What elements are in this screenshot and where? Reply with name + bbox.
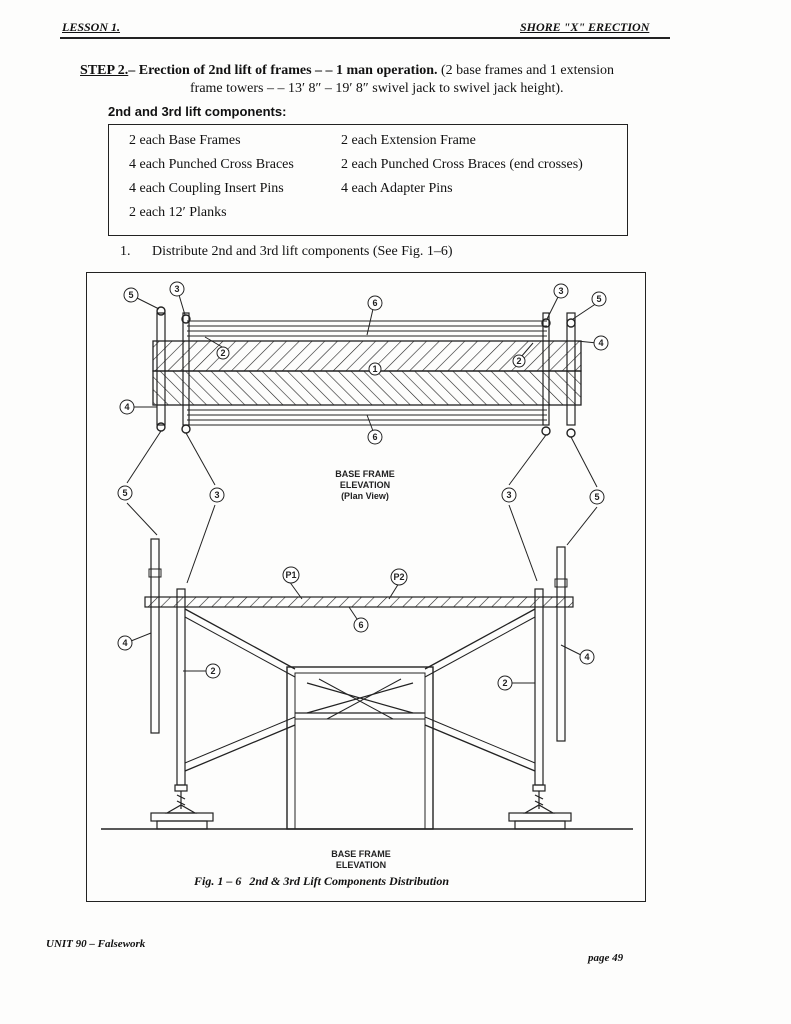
- component-item: 2 each Extension Frame: [341, 133, 476, 148]
- pin-icon: [567, 319, 575, 327]
- elevation-leg-left: [177, 589, 185, 785]
- instruction-item: [120, 244, 453, 260]
- footer-page-number: page 49: [588, 952, 624, 964]
- components-right-column: [341, 129, 583, 201]
- components-table: [108, 124, 628, 236]
- figure-caption-label: Fig. 1 – 6: [194, 874, 242, 888]
- elevation-extension-left: [151, 539, 159, 733]
- callout-2: 2: [210, 666, 216, 676]
- callout-4: 4: [598, 338, 604, 348]
- callout-4: 4: [122, 638, 128, 648]
- pin-icon: [157, 423, 165, 431]
- callout-2: 2: [220, 348, 226, 358]
- figure-caption-text: 2nd & 3rd Lift Components Distribution: [249, 874, 450, 888]
- swivel-jack-right: [509, 785, 571, 829]
- component-item: 2 each Punched Cross Braces (end crosses): [341, 157, 583, 172]
- step-label: STEP 2.: [80, 63, 129, 78]
- callout-5: 5: [594, 492, 600, 502]
- plan-view: [153, 307, 581, 437]
- step-title: – Erection of 2nd lift of frames – – 1 man operation.: [128, 63, 438, 78]
- elevation-view: [101, 539, 633, 829]
- component-item: 2 each 12′ Planks: [129, 205, 227, 220]
- cross-braces-bottom: [187, 410, 547, 425]
- instruction-text: Distribute 2nd and 3rd lift components (See Fig. 1–6): [152, 244, 453, 259]
- callout-6: 6: [372, 432, 378, 442]
- callout-p1: P1: [285, 570, 297, 580]
- callout-5: 5: [596, 294, 602, 304]
- elevation-plank: [145, 597, 573, 607]
- plan-view-label: [335, 469, 395, 501]
- lesson-header: LESSON 1.: [62, 20, 121, 34]
- callout-6: 6: [372, 298, 378, 308]
- step-detail-b: frame towers – – 13′ 8″ – 19′ 8″ swivel jack to swivel jack height).: [190, 81, 564, 96]
- callout-3: 3: [558, 286, 564, 296]
- svg-text:ELEVATION: ELEVATION: [339, 480, 391, 490]
- pin-icon: [567, 429, 575, 437]
- component-item: 4 each Punched Cross Braces: [129, 157, 294, 172]
- callout-5: 5: [128, 290, 134, 300]
- component-item: 2 each Base Frames: [129, 133, 241, 148]
- svg-text:BASE FRAME: BASE FRAME: [331, 849, 391, 859]
- callout-2: 2: [516, 356, 522, 366]
- svg-text:(Plan View): (Plan View): [341, 491, 389, 501]
- instruction-number: 1.: [120, 244, 131, 259]
- footer-unit: UNIT 90 – Falsework: [46, 938, 146, 950]
- center-frame-inner: [295, 673, 425, 829]
- component-item: 4 each Coupling Insert Pins: [129, 181, 284, 196]
- callout-3: 3: [174, 284, 180, 294]
- plank-bottom: [153, 371, 581, 405]
- component-item: 4 each Adapter Pins: [341, 181, 453, 196]
- swivel-jack-left: [151, 785, 213, 829]
- components-left-column: [129, 129, 294, 225]
- pin-icon: [542, 427, 550, 435]
- svg-text:ELEVATION: ELEVATION: [335, 860, 387, 870]
- figure-drawing: [87, 273, 647, 903]
- step-detail-a: (2 base frames and 1 extension: [441, 63, 615, 78]
- figure-caption: [194, 874, 449, 889]
- callout-2: 2: [502, 678, 508, 688]
- callout-p2: P2: [393, 572, 405, 582]
- svg-text:BASE FRAME: BASE FRAME: [335, 469, 395, 479]
- center-frame-outer: [287, 667, 433, 829]
- components-heading: 2nd and 3rd lift components:: [108, 104, 287, 119]
- section-header: SHORE "X" ERECTION: [520, 20, 650, 34]
- pin-icon: [182, 425, 190, 433]
- elevation-view-label: [331, 849, 391, 870]
- callout-4: 4: [584, 652, 590, 662]
- callout-4: 4: [124, 402, 130, 412]
- callout-6: 6: [358, 620, 364, 630]
- elevation-extension-right: [557, 547, 565, 741]
- step-description: [80, 62, 680, 98]
- callout-5: 5: [122, 488, 128, 498]
- elevation-leg-right: [535, 589, 543, 785]
- callout-3: 3: [214, 490, 220, 500]
- header-rule: [60, 37, 670, 39]
- callout-3: 3: [506, 490, 512, 500]
- figure-frame: [86, 272, 646, 902]
- callout-1: 1: [372, 364, 378, 374]
